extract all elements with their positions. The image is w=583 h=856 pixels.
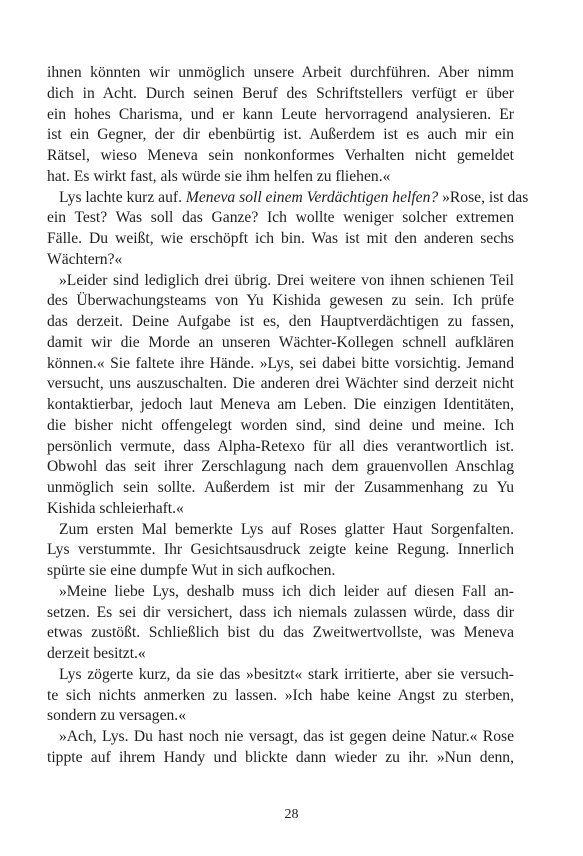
- text-line: die bisher nicht offengelegt worden sind, sind deine und meine. Ich: [47, 416, 514, 434]
- text-line: Wächtern?«: [47, 250, 123, 268]
- text-line: Fälle. Du weißt, wie erschöpft ich bin. Was ist mit den anderen sechs: [47, 230, 514, 247]
- body-text: [47, 63, 529, 769]
- text-line: das derzeit. Deine Aufgabe ist es, den Hauptverdächtigen zu fassen,: [47, 313, 514, 330]
- text-line: »Meine liebe Lys, deshalb muss ich dich leider auf diesen Fall an-: [59, 582, 514, 600]
- text-line: »Ach, Lys. Du hast noch nie versagt, das ist gegen deine Natur.« Rose: [59, 728, 514, 745]
- text-line: spürte sie eine dumpfe Wut in sich aufkochen.: [47, 562, 336, 579]
- text-line: te sich nichts anmerken zu lassen. »Ich habe keine Angst zu sterben,: [47, 686, 514, 704]
- text-line: versucht, uns auszuschalten. Die anderen drei Wächter sind derzeit nicht: [47, 375, 514, 393]
- text-line: persönlich vermute, dass Alpha-Retexo für all dies verantwortlich ist.: [47, 437, 514, 455]
- text-line: Zum ersten Mal bemerkte Lys auf Roses glatter Haut Sorgenfalten.: [59, 520, 514, 538]
- text-segment: »Rose, ist das: [438, 188, 529, 206]
- italic-thought: Meneva soll einem Verdächtigen helfen?: [185, 188, 439, 206]
- text-line: ein hohes Charisma, und er kann Leute hervorragend analysieren. Er: [47, 105, 514, 123]
- text-line: Rätsel, wieso Meneva sein nonkonformes Verhalten nicht gemeldet: [47, 147, 514, 164]
- text-line: können.« Sie faltete ihre Hände. »Lys, sei dabei bitte vorsichtig. Jemand: [47, 354, 514, 372]
- text-line: hat. Es wirkt fast, als würde sie ihm helfen zu fliehen.«: [47, 167, 391, 185]
- text-line: Lys zögerte kurz, da sie das »besitzt« stark irritierte, aber sie versuch-: [59, 665, 514, 683]
- text-line: ist ein Gegner, der dir ebenbürtig ist. Außerdem ist es auch mir ein: [47, 126, 514, 144]
- text-line: ein Test? Was soll das Ganze? Ich wollte weniger solcher extremen: [47, 209, 514, 227]
- text-line: ihnen könnten wir unmöglich unsere Arbeit durchführen. Aber nimm: [47, 64, 514, 81]
- text-line: dich in Acht. Durch seinen Beruf des Schriftstellers verfügt er über: [47, 84, 514, 102]
- text-line: [47, 188, 529, 209]
- text-line: setzen. Es sei dir versichert, dass ich niemals zulassen würde, dass dir: [47, 603, 514, 621]
- text-line: derzeit besitzt.«: [47, 645, 146, 662]
- text-line: etwas zustößt. Schließlich bist du das Zweitwertvollste, was Meneva: [47, 624, 514, 642]
- text-segment: Lys lachte kurz auf.: [59, 188, 186, 206]
- text-line: sondern zu versagen.«: [47, 707, 186, 725]
- text-line: Obwohl das seit ihrer Zerschlagung nach dem grauenvollen Anschlag: [47, 458, 514, 476]
- text-line: tippte auf ihrem Handy und blickte dann wieder zu ihr. »Nun denn,: [47, 748, 514, 766]
- text-line: Lys verstummte. Ihr Gesichtsausdruck zeigte keine Regung. Innerlich: [47, 541, 514, 559]
- text-line: des Überwachungsteams von Yu Kishida gewesen zu sein. Ich prüfe: [47, 292, 514, 310]
- text-line: »Leider sind lediglich drei übrig. Drei weitere von ihnen schienen Teil: [59, 271, 514, 289]
- text-line: damit wir die Morde an unseren Wächter-Kollegen schnell aufklären: [47, 333, 514, 351]
- page-number: 28: [284, 807, 299, 822]
- text-line: kontaktierbar, jedoch laut Meneva am Leben. Die einzigen Identitäten,: [47, 396, 514, 413]
- text-line: unmöglich sein sollte. Außerdem ist mir der Zusammenhang zu Yu: [47, 479, 514, 496]
- text-line: Kishida schleierhaft.«: [47, 499, 184, 517]
